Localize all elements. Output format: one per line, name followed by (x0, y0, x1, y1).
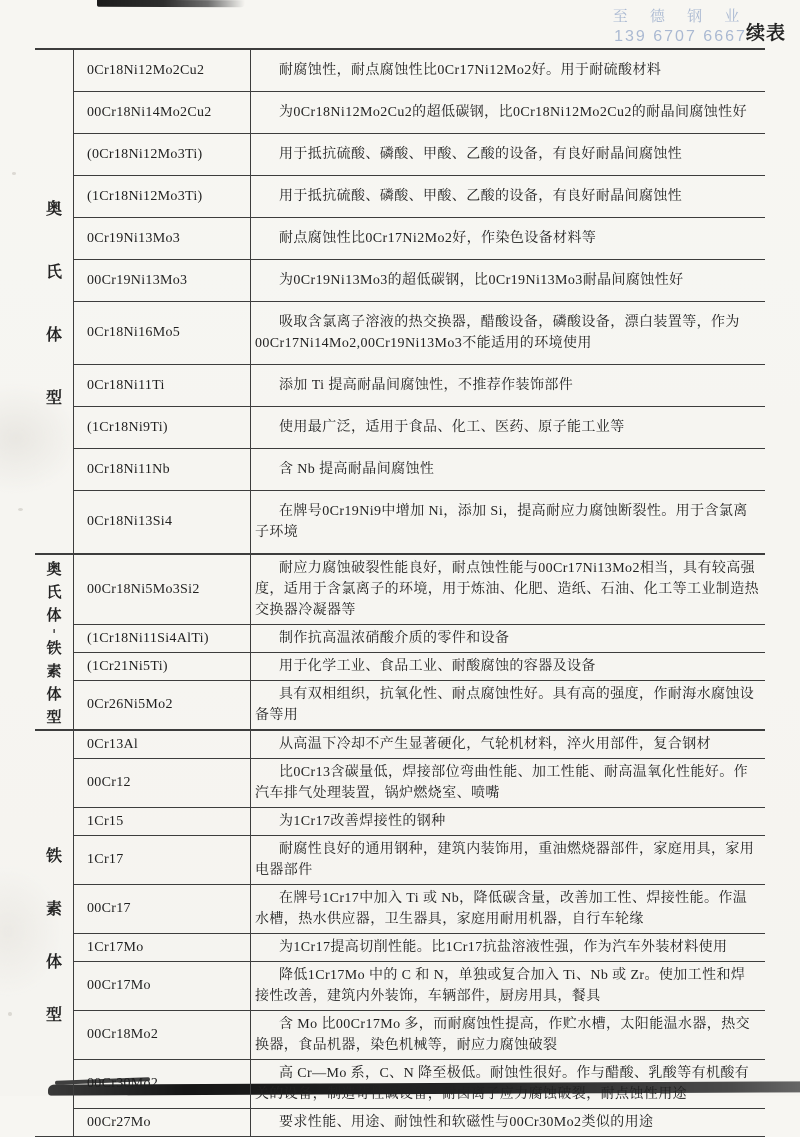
table-row (74, 91, 765, 133)
grade-cell: 0Cr19Ni13Mo3 (74, 218, 251, 259)
description-text: 为1Cr17提高切削性能。比1Cr17抗盐溶液性强，作为汽车外装材料使用 (279, 940, 728, 955)
description-cell (251, 260, 765, 301)
table-row (74, 1108, 765, 1136)
description-cell (251, 836, 765, 884)
section-label-char: 奥 (46, 561, 62, 578)
scan-artifact-top-smudge (97, 0, 245, 7)
grade-cell: 00Cr30Mo2 (74, 1060, 251, 1108)
table-row (74, 406, 765, 448)
description-cell (251, 134, 765, 175)
description-text: 耐点腐蚀性比0Cr17Ni2Mo2好，作染色设备材料等 (279, 231, 597, 246)
description-text: 要求性能、用途、耐蚀性和软磁性与00Cr30Mo2类似的用途 (279, 1115, 654, 1130)
table-row (74, 1010, 765, 1059)
description-cell (251, 50, 765, 91)
grade-cell: 0Cr26Ni5Mo2 (74, 681, 251, 729)
table-row (74, 884, 765, 933)
grade-cell: 00Cr17 (74, 885, 251, 933)
description-cell (251, 302, 765, 364)
description-text: 吸取含氯离子溶液的热交换器，醋酸设备，磷酸设备，漂白装置等，作为00Cr17Ni14Mo2,00Cr19Ni13Mo3不能适用的环境使用 (255, 315, 740, 351)
section-label-char: 氏 (45, 263, 62, 281)
grade-cell: 1Cr15 (74, 808, 251, 835)
table-row (74, 680, 765, 729)
table-row (74, 175, 765, 217)
table-row (74, 448, 765, 490)
section-label-char: 型 (46, 709, 62, 726)
section-label-char: 素 (45, 900, 62, 918)
description-text: 为0Cr19Ni13Mo3的超低碳钢，比0Cr19Ni13Mo3耐晶间腐蚀性好 (279, 273, 684, 288)
description-cell (251, 1060, 765, 1108)
description-text: 添加 Ti 提高耐晶间腐蚀性，不推荐作装饰部件 (279, 378, 574, 393)
section-label-char: 铁 (45, 847, 62, 865)
table-row (74, 835, 765, 884)
description-cell (251, 731, 765, 758)
table-row (74, 758, 765, 807)
description-text: 使用最广泛，适用于食品、化工、医药、原子能工业等 (279, 420, 625, 435)
description-cell (251, 449, 765, 490)
description-text: 在牌号0Cr19Ni9中增加 Ni，添加 Si，提高耐应力腐蚀断裂性。用于含氯离子环境 (255, 504, 748, 540)
description-cell (251, 555, 765, 624)
table-row (74, 1059, 765, 1108)
section-label-char: 铁 (46, 640, 62, 657)
description-cell (251, 885, 765, 933)
description-cell (251, 962, 765, 1010)
scan-speck (12, 172, 16, 175)
section-label-char: 氏 (46, 584, 62, 601)
continued-table-label: 续表 (746, 23, 787, 44)
grade-cell: (1Cr18Ni9Ti) (74, 407, 251, 448)
section-type-label (35, 731, 74, 1136)
description-cell (251, 365, 765, 406)
description-text: 含 Nb 提高耐晶间腐蚀性 (279, 462, 435, 477)
description-cell (251, 491, 765, 553)
table-row (74, 807, 765, 835)
section-label-char: 体 (45, 326, 62, 344)
description-text: 从高温下冷却不产生显著硬化，气轮机材料，淬火用部件，复合钢材 (279, 737, 711, 752)
description-text: 降低1Cr17Mo 中的 C 和 N，单独或复合加入 Ti、Nb 或 Zr。使加工性和焊接性改善，建筑内外装饰，车辆部件，厨房用具，餐具 (255, 968, 746, 1004)
table-row (74, 933, 765, 961)
scan-speck (8, 1012, 12, 1016)
section-rows (74, 555, 765, 729)
table-section (35, 50, 765, 553)
description-cell (251, 1109, 765, 1136)
section-type-label (35, 50, 74, 553)
steel-grades-table (35, 48, 765, 1137)
watermark-phone: 139 6707 6667 (614, 27, 747, 45)
description-text: 耐应力腐蚀破裂性能良好，耐点蚀性能与00Cr17Ni13Mo2相当，具有较高强度，适用于含氯离子的环境，用于炼油、化肥、造纸、石油、化工等工业制造热交换器冷凝器等 (255, 561, 759, 618)
table-row (74, 961, 765, 1010)
grade-cell: 0Cr18Ni16Mo5 (74, 302, 251, 364)
section-rows (74, 50, 765, 553)
watermark (598, 8, 763, 47)
description-text: 高 Cr—Mo 系，C、N 降至极低。耐蚀性很好。作与醋酸、乳酸等有机酸有关的设备，制造苛性碱设备，耐卤离子应力腐蚀破裂，耐点蚀性用途 (255, 1066, 750, 1102)
description-text: 具有双相组织，抗氧化性、耐点腐蚀性好。具有高的强度，作耐海水腐蚀设备等用 (255, 687, 755, 723)
grade-cell: (1Cr18Ni12Mo3Ti) (74, 176, 251, 217)
description-cell (251, 218, 765, 259)
description-text: 比0Cr13含碳量低，焊接部位弯曲性能、加工性能、耐高温氧化性能好。作汽车排气处理装置，锅炉燃烧室、喷嘴 (255, 765, 748, 801)
table-row (74, 555, 765, 624)
scan-speck (18, 508, 23, 511)
section-label-char: 型 (45, 389, 62, 407)
grade-cell: 0Cr18Ni13Si4 (74, 491, 251, 553)
table-row (74, 490, 765, 553)
description-text: 用于抵抗硫酸、磷酸、甲酸、乙酸的设备，有良好耐晶间腐蚀性 (279, 189, 683, 204)
description-cell (251, 176, 765, 217)
grade-cell: 0Cr13Al (74, 731, 251, 758)
description-cell (251, 625, 765, 652)
description-text: 制作抗高温浓硝酸介质的零件和设备 (279, 631, 510, 646)
grade-cell: 00Cr17Mo (74, 962, 251, 1010)
grade-cell: (0Cr18Ni12Mo3Ti) (74, 134, 251, 175)
table-row (74, 364, 765, 406)
table-section (35, 553, 765, 729)
table-row (74, 301, 765, 364)
section-label-char: 体 (46, 607, 62, 624)
section-rows (74, 731, 765, 1136)
description-cell (251, 1011, 765, 1059)
grade-cell: 0Cr18Ni11Nb (74, 449, 251, 490)
section-label-char: 素 (46, 663, 62, 680)
table-row (74, 217, 765, 259)
description-text: 在牌号1Cr17中加入 Ti 或 Nb，降低碳含量，改善加工性、焊接性能。作温水槽，热水供应器，卫生器具，家庭用耐用机器，自行车轮缘 (255, 891, 748, 927)
grade-cell: 00Cr12 (74, 759, 251, 807)
grade-cell: 00Cr18Ni5Mo3Si2 (74, 555, 251, 624)
table-row (74, 652, 765, 680)
table-row (74, 731, 765, 758)
grade-cell: (1Cr21Ni5Ti) (74, 653, 251, 680)
section-label-char: 体 (45, 953, 62, 971)
description-cell (251, 759, 765, 807)
section-label-char: 体 (46, 686, 62, 703)
description-text: 为1Cr17改善焊接性的钢种 (279, 814, 446, 829)
grade-cell: 1Cr17 (74, 836, 251, 884)
description-cell (251, 92, 765, 133)
grade-cell: 00Cr18Mo2 (74, 1011, 251, 1059)
description-text: 用于抵抗硫酸、磷酸、甲酸、乙酸的设备，有良好耐晶间腐蚀性 (279, 147, 683, 162)
grade-cell: (1Cr18Ni11Si4AlTi) (74, 625, 251, 652)
grade-cell: 0Cr18Ni11Ti (74, 365, 251, 406)
description-text: 含 Mo 比00Cr17Mo 多，而耐腐蚀性提高，作贮水槽，太阳能温水器，热交换器，食品机器，染色机械等，耐应力腐蚀破裂 (255, 1017, 750, 1053)
description-cell (251, 653, 765, 680)
description-text: 耐腐性良好的通用钢种，建筑内装饰用，重油燃烧器部件，家庭用具，家用电器部件 (255, 842, 755, 878)
description-text: 耐腐蚀性，耐点腐蚀性比0Cr17Ni12Mo2好。用于耐硫酸材料 (279, 63, 662, 78)
description-cell (251, 681, 765, 729)
table-section (35, 729, 765, 1136)
description-cell (251, 934, 765, 961)
description-cell (251, 407, 765, 448)
section-label-char: 奥 (45, 200, 62, 218)
grade-cell: 00Cr18Ni14Mo2Cu2 (74, 92, 251, 133)
grade-cell: 00Cr19Ni13Mo3 (74, 260, 251, 301)
table-row (74, 259, 765, 301)
watermark-company: 至 德 钢 业 (612, 8, 749, 25)
description-cell (251, 808, 765, 835)
table-row (74, 50, 765, 91)
table-row (74, 624, 765, 652)
section-type-label (35, 555, 74, 729)
section-label-char: 型 (45, 1006, 62, 1024)
grade-cell: 0Cr18Ni12Mo2Cu2 (74, 50, 251, 91)
description-text: 为0Cr18Ni12Mo2Cu2的超低碳钢，比0Cr18Ni12Mo2Cu2的耐晶间腐蚀性好 (279, 105, 747, 120)
section-label-char: - (46, 628, 62, 633)
grade-cell: 1Cr17Mo (74, 934, 251, 961)
description-text: 用于化学工业、食品工业、耐酸腐蚀的容器及设备 (279, 659, 596, 674)
grade-cell: 00Cr27Mo (74, 1109, 251, 1136)
table-row (74, 133, 765, 175)
